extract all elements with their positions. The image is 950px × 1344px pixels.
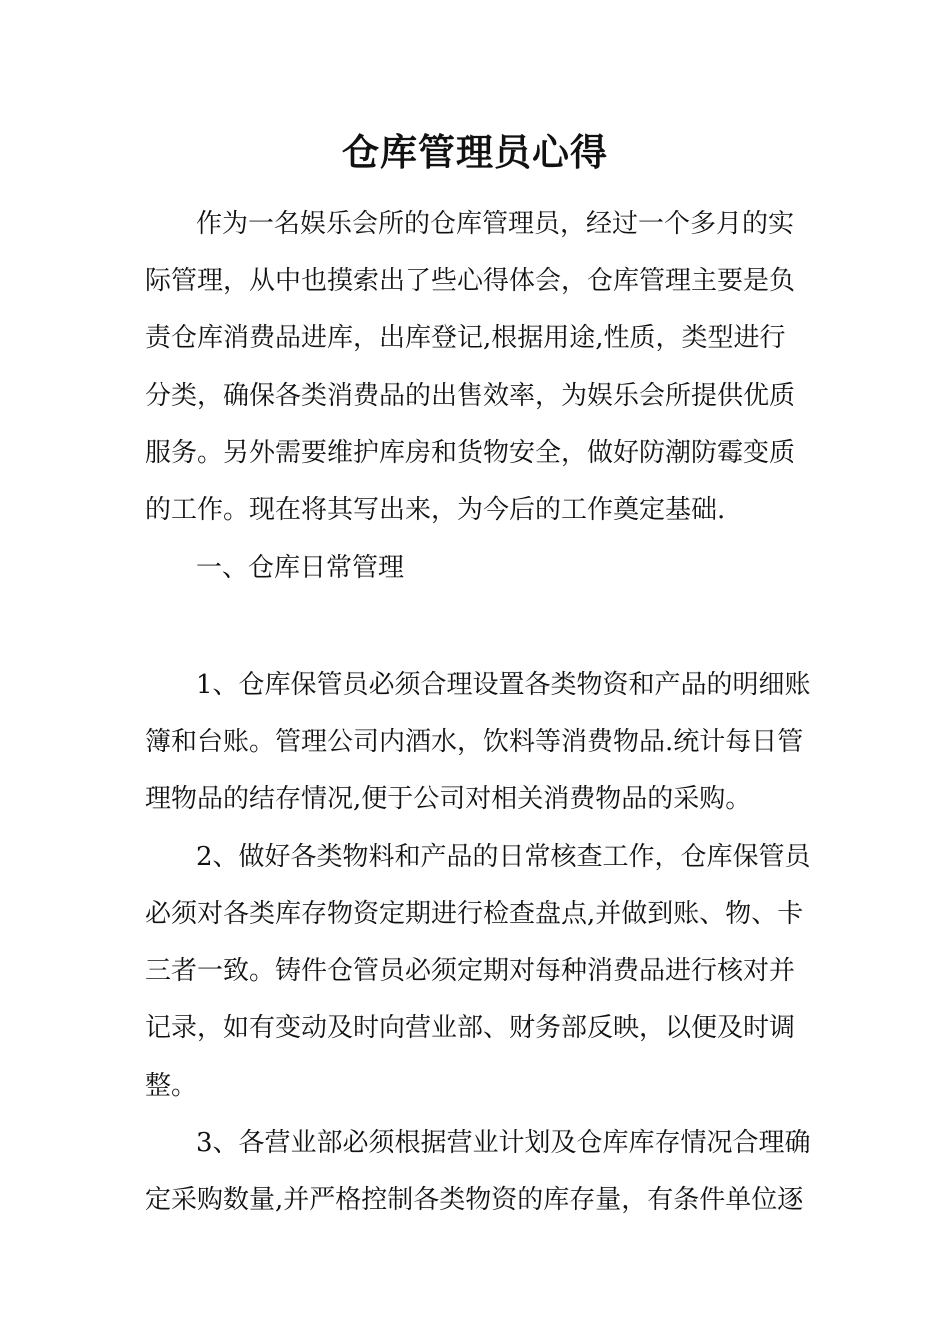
- text-line: 分类，确保各类消费品的出售效率，为娱乐会所提供优质: [145, 381, 796, 411]
- text-line: 服务。另外需要维护库房和货物安全，做好防潮防霉变质: [145, 438, 796, 468]
- text-line: 簿和台账。管理公司内酒水，饮料等消费物品.统计每日管: [145, 727, 804, 757]
- section-heading: 一、仓库日常管理: [196, 553, 405, 583]
- text-line: 2、做好各类物料和产品的日常核查工作，仓库保管员: [196, 842, 811, 872]
- text-line: 理物品的结存情况,便于公司对相关消费物品的采购。: [145, 784, 752, 814]
- text-line: 责仓库消费品进库，出库登记,根据用途,性质，类型进行: [145, 323, 786, 353]
- text-line: 记录，如有变动及时向营业部、财务部反映，以便及时调: [145, 1013, 796, 1043]
- text-line: 的工作。现在将其写出来，为今后的工作奠定基础.: [145, 495, 726, 525]
- text-line: 定采购数量,并严格控制各类物资的库存量，有条件单位逐: [145, 1185, 804, 1215]
- text-line: 作为一名娱乐会所的仓库管理员，经过一个多月的实: [196, 209, 795, 239]
- text-line: 必须对各类库存物资定期进行检查盘点,并做到账、物、卡: [145, 899, 804, 929]
- text-line: 际管理，从中也摸索出了些心得体会，仓库管理主要是负: [145, 266, 796, 296]
- text-line: 三者一致。铸件仓管员必须定期对每种消费品进行核对并: [145, 956, 796, 986]
- text-line: 整。: [145, 1071, 198, 1101]
- text-line: 1、仓库保管员必须合理设置各类物资和产品的明细账: [196, 670, 811, 700]
- text-line: 3、各营业部必须根据营业计划及仓库库存情况合理确: [196, 1128, 811, 1158]
- document-title: 仓库管理员心得: [342, 131, 608, 174]
